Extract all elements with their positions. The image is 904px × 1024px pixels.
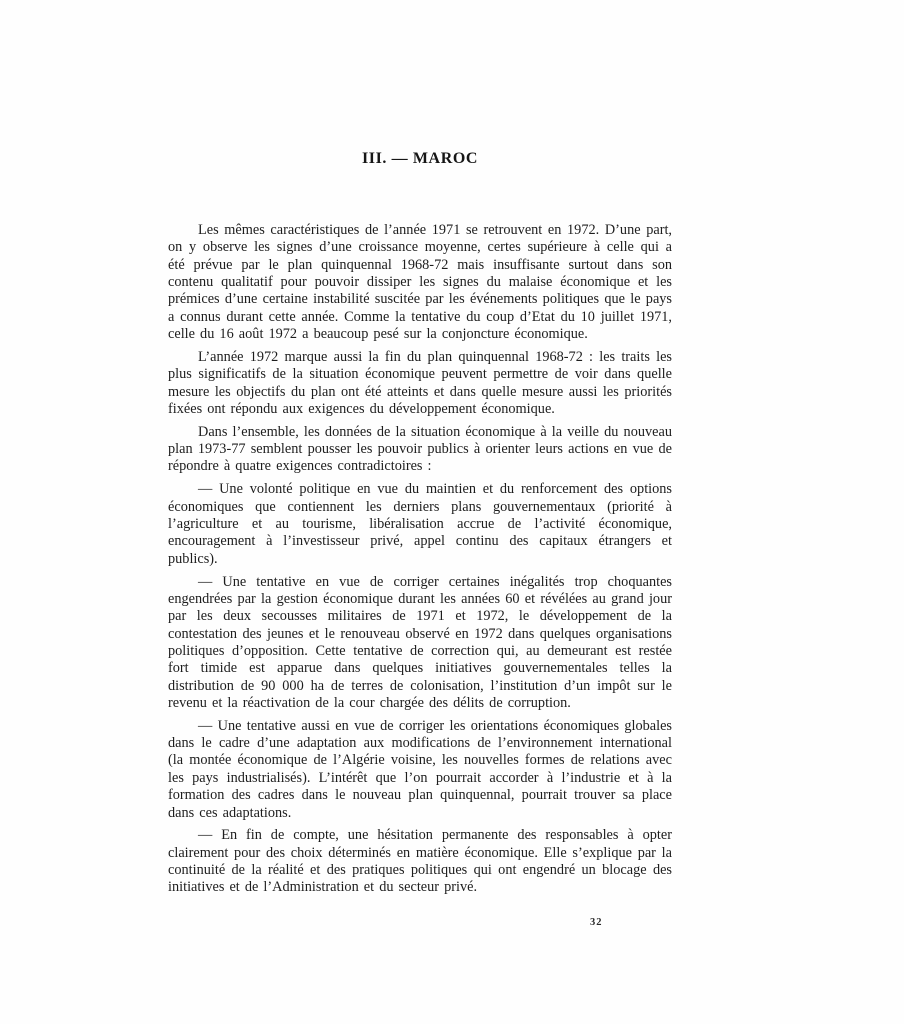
- page-title: III. — MAROC: [361, 150, 479, 167]
- page-number: 32: [590, 917, 603, 928]
- paragraph-2: L’année 1972 marque aussi la fin du plan quinquennal 1968-72 : les traits les plus significatifs de la situation économique peuvent permettre de voir dans quelle mesure les objectifs du plan ont été atteints et dans quelle mesure aussi les priorités fixées ont répondu aux exigences du développement économique.: [168, 348, 672, 417]
- text-column: [168, 150, 672, 897]
- paragraph-1: Les mêmes caractéristiques de l’année 1971 se retrouvent en 1972. D’une part, on y observe les signes d’une croissance moyenne, certes supérieure à celle qui a été prévue par le plan quinquennal 1968-72 mais insuffisante surtout dans son contenu qualitatif pour pouvoir dissiper les signes du malaise économique et les prémices d’une certaine instabilité suscitée par les événements politiques que le pays a connus durant cette année. Comme la tentative du coup d’Etat du 10 juillet 1971, celle du 16 août 1972 a beaucoup pesé sur la conjoncture économique.: [168, 222, 672, 343]
- paragraph-5: — Une tentative en vue de corriger certaines inégalités trop choquantes engendrées par la gestion économique durant les années 60 et révélées au grand jour par les deux secousses militaires de 1971 et 1972, le développement de la contestation des jeunes et le renouveau observé en 1972 dans quelques organisations politiques d’opposition. Cette tentative de correction qui, au demeurant est restée fort timide est apparue dans quelques initiatives gouvernementales telles la distribution de 90 000 ha de terres de colonisation, l’institution d’un impôt sur le revenu et la réactivation de la cour chargée des délits de corruption.: [168, 573, 672, 711]
- paragraph-4: — Une volonté politique en vue du maintien et du renforcement des options économiques que contiennent les derniers plans gouvernementaux (priorité à l’agriculture et au tourisme, libéralisation accrue de l’activité économique, encouragement à l’investisseur privé, appel continu des capitaux étrangers et publics).: [168, 481, 672, 567]
- paragraph-7: — En fin de compte, une hésitation permanente des responsables à opter clairement pour des choix déterminés en matière économique. Elle s’explique par la continuité de la réalité et des pratiques politiques qui ont engendré un blocage des initiatives et de l’Administration et du secteur privé.: [168, 827, 672, 896]
- paragraph-3: Dans l’ensemble, les données de la situation économique à la veille du nouveau plan 1973-77 semblent pousser les pouvoir publics à orienter leurs actions en vue de répondre à quatre exigences contradictoires :: [168, 423, 672, 475]
- paragraph-6: — Une tentative aussi en vue de corriger les orientations économiques globales dans le cadre d’une adaptation aux modifications de l’environnement international (la montée économique de l’Algérie voisine, les nouvelles formes de relations avec les pays industrialisés). L’intérêt que l’on pourrait accorder à l’industrie et à la formation des cadres dans le nouveau plan quinquennal, pourrait trouver sa place dans ces adaptations.: [168, 717, 672, 821]
